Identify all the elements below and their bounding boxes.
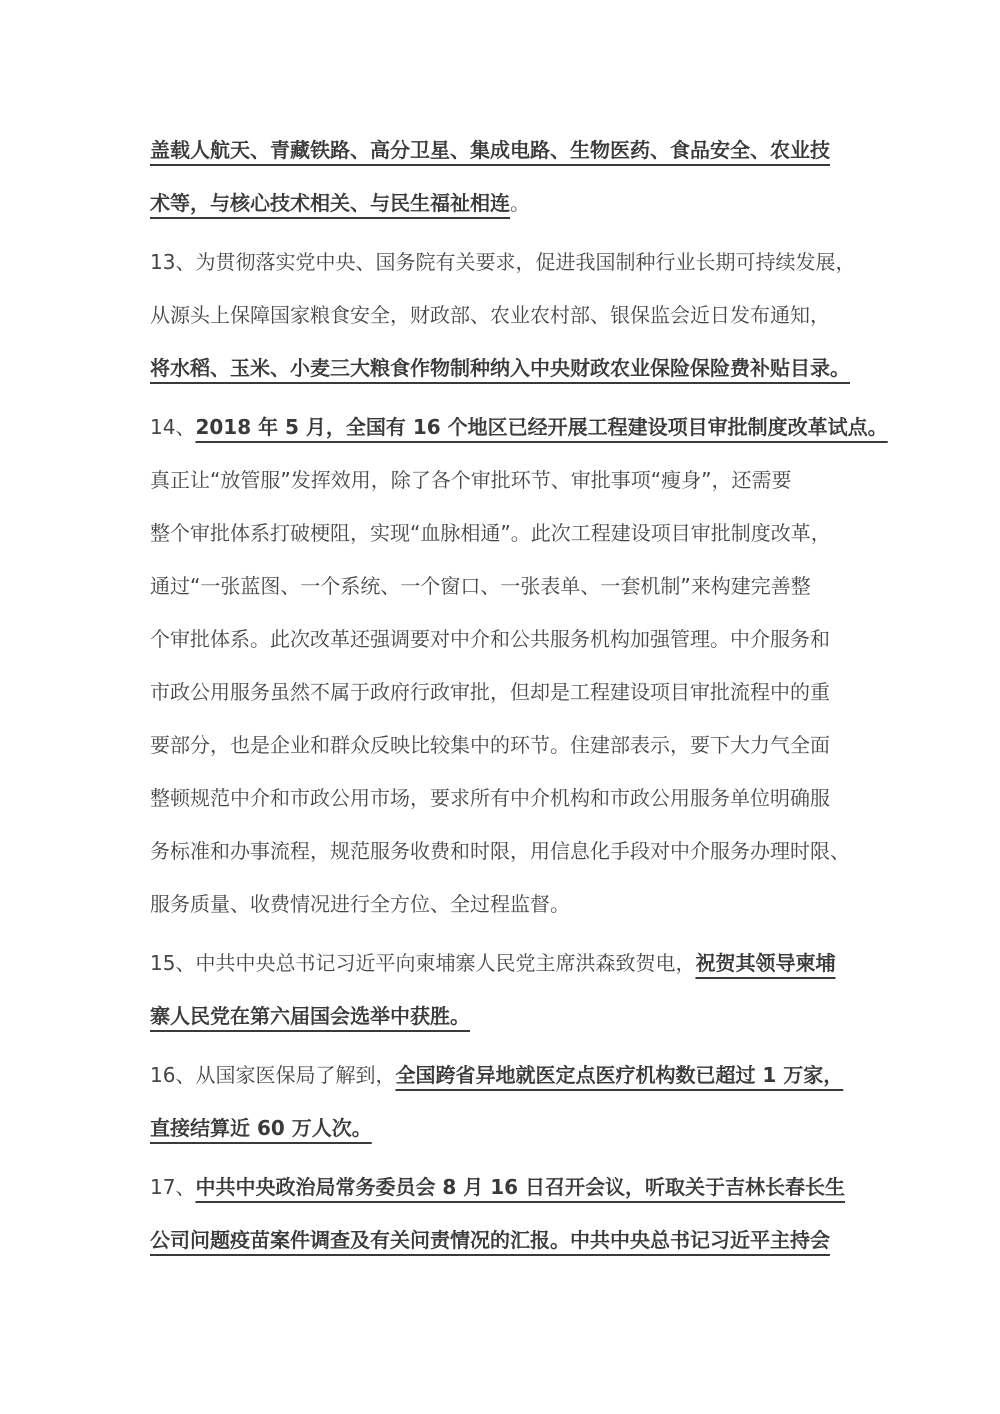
emphasized-text: 盖载人航天、青藏铁路、高分卫星、集成电路、生物医药、食品安全、农业技 [150, 138, 830, 162]
body-text: 个审批体系。此次改革还强调要对中介和公共服务机构加强管理。中介服务和 [150, 627, 830, 651]
body-text: 整个审批体系打破梗阻，实现“血脉相通”。此次工程建设项目审批制度改革， [150, 521, 831, 545]
emphasized-text: 将水稻、玉米、小麦三大粮食作物制种纳入中央财政农业保险保险费补贴目录。 [150, 356, 850, 380]
text-line [150, 1216, 850, 1269]
emphasized-text: 公司问题疫苗案件调查及有关问责情况的汇报。中共中央总书记习近平主持会 [150, 1228, 830, 1252]
document-body [150, 126, 888, 1269]
text-line [150, 939, 850, 992]
body-text: 15、中共中央总书记习近平向柬埔寨人民党主席洪森致贺电， [150, 951, 696, 975]
body-text: 。 [510, 191, 530, 215]
text-line [150, 992, 850, 1045]
text-line [150, 1051, 850, 1104]
text-line [150, 126, 850, 179]
body-text: 务标准和办事流程，规范服务收费和时限，用信息化手段对中介服务办理时限、 [150, 839, 850, 863]
body-text: 从源头上保障国家粮食安全，财政部、农业农村部、银保监会近日发布通知， [150, 303, 830, 327]
emphasized-text: 全国跨省异地就医定点医疗机构数已超过 1 万家， [395, 1063, 844, 1087]
body-text: 14、 [150, 415, 196, 439]
emphasized-text: 中共中央政治局常务委员会 8 月 16 日召开会议，听取关于吉林长春长生 [195, 1175, 846, 1199]
body-text: 市政公用服务虽然不属于政府行政审批，但却是工程建设项目审批流程中的重 [150, 680, 830, 704]
text-line [150, 456, 850, 509]
text-line [150, 615, 850, 668]
emphasized-text: 术等，与核心技术相关、与民生福祉相连 [150, 191, 510, 215]
text-line [150, 179, 850, 232]
body-text: 要部分，也是企业和群众反映比较集中的环节。住建部表示，要下大力气全面 [150, 733, 830, 757]
text-line [150, 827, 850, 880]
text-line [150, 238, 856, 291]
body-text: 整顿规范中介和市政公用市场，要求所有中介机构和市政公用服务单位明确服 [150, 786, 830, 810]
body-text: 通过“一张蓝图、一个系统、一个窗口、一张表单、一套机制”来构建完善整 [150, 574, 811, 598]
text-line [150, 562, 850, 615]
text-line [150, 668, 850, 721]
text-line [150, 721, 850, 774]
text-line [150, 774, 850, 827]
text-line [150, 509, 850, 562]
body-text: 13、为贯彻落实党中央、国务院有关要求，促进我国制种行业长期可持续发展， [150, 250, 856, 274]
text-line [150, 344, 850, 397]
body-text: 17、 [150, 1175, 196, 1199]
emphasized-text: 寨人民党在第六届国会选举中获胜。 [150, 1004, 470, 1028]
emphasized-text: 2018 年 5 月，全国有 16 个地区已经开展工程建设项目审批制度改革试点。 [195, 415, 888, 439]
text-line [150, 291, 850, 344]
emphasized-text: 祝贺其领导柬埔 [695, 951, 836, 975]
body-text: 服务质量、收费情况进行全方位、全过程监督。 [150, 892, 570, 916]
emphasized-text: 直接结算近 60 万人次。 [150, 1116, 372, 1140]
text-line [150, 1163, 850, 1216]
text-line [150, 880, 850, 933]
body-text: 真正让“放管服”发挥效用，除了各个审批环节、审批事项“瘦身”，还需要 [150, 468, 792, 492]
text-line [150, 403, 888, 456]
text-line [150, 1104, 850, 1157]
body-text: 16、从国家医保局了解到， [150, 1063, 396, 1087]
